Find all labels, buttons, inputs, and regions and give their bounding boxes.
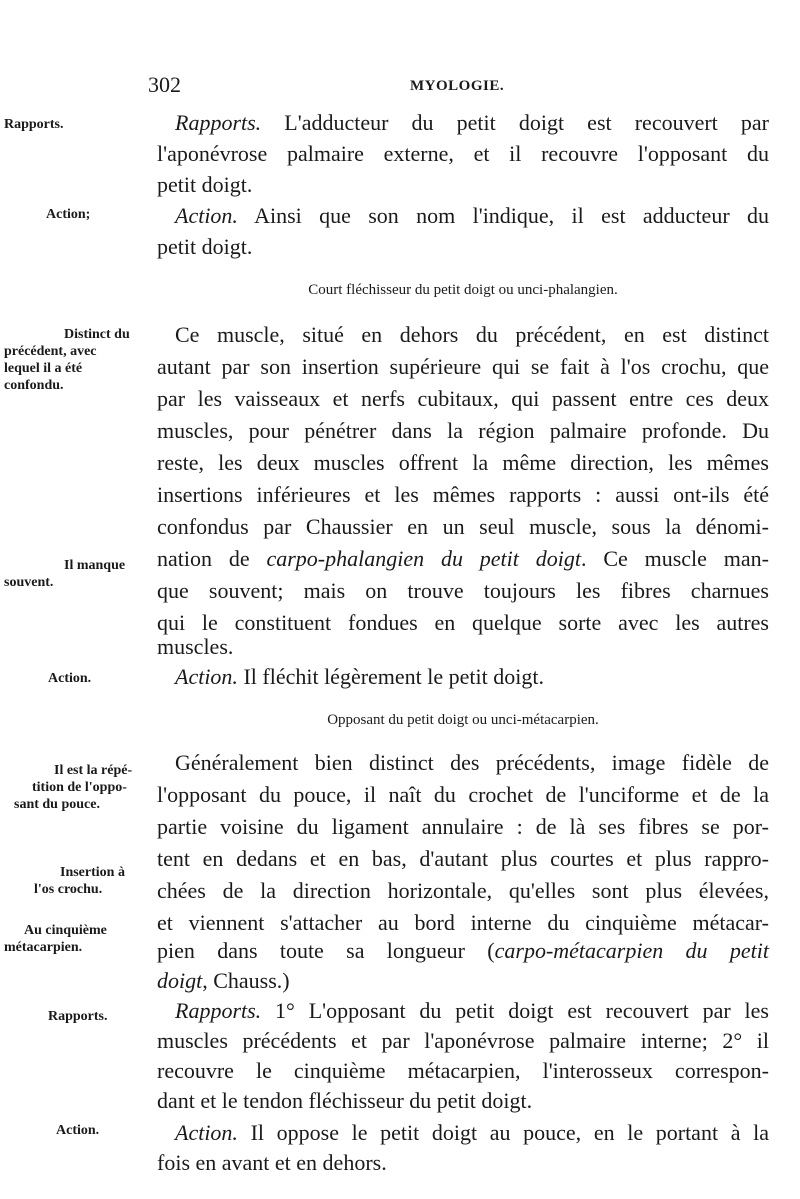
text-span: pien dans toute sa longueur ( [157, 938, 495, 963]
text-line: confondus par Chaussier en un seul muscle, sous la dénomi- [157, 514, 769, 539]
text-line [157, 544, 769, 574]
text-line [157, 108, 769, 138]
margin-note-line: Insertion à [60, 865, 125, 880]
text-span: , Chauss.) [202, 968, 290, 993]
margin-note [4, 922, 154, 956]
text-span: Généralement bien distinct des précédents, image fidèle de [175, 750, 769, 775]
text-line: recouvre le cinquième métacarpien, l'interosseux correspon- [157, 1058, 769, 1083]
text-line [157, 201, 769, 231]
text-line: et viennent s'attacher au bord interne du cinquième métacar- [157, 910, 769, 935]
page-number: 302 [148, 72, 181, 97]
text-span: Il oppose le petit doigt au pouce, en le portant à la [237, 1120, 769, 1145]
text-line: petit doigt. [157, 234, 253, 259]
running-header [0, 72, 800, 102]
running-title: MYOLOGIE. [410, 78, 505, 94]
text-line: dant et le tendon fléchisseur du petit doigt. [157, 1088, 533, 1113]
text-line [157, 662, 769, 692]
margin-note-line: Rapports. [4, 117, 64, 132]
margin-note-line: lequel il a été [4, 361, 83, 376]
text-span: 1° L'opposant du petit doigt est recouvert par les [261, 998, 769, 1023]
text-line [157, 320, 769, 350]
text-span: Ce muscle, situé en dehors du précédent, en est distinct [175, 322, 769, 347]
paragraph-lead: Action. [175, 664, 238, 689]
margin-note-line: Il manque [64, 558, 126, 573]
text-line: petit doigt. [157, 172, 253, 197]
margin-note-line: Distinct du [64, 327, 130, 342]
text-line: autant par son insertion supérieure qui se fait à l'os crochu, que [157, 354, 769, 379]
margin-note-line: confondu. [4, 378, 64, 393]
margin-note [4, 326, 154, 394]
paragraph-lead: Rapports. [175, 110, 262, 135]
margin-note-line: souvent. [4, 575, 54, 590]
text-line: muscles. [157, 634, 234, 659]
margin-note-line: Au cinquième [24, 923, 107, 938]
margin-note [4, 116, 154, 133]
text-line: que souvent; mais on trouve toujours les fibres charnues [157, 578, 769, 603]
margin-note-line: Action; [46, 207, 91, 222]
text-line: tent en dedans et en bas, d'autant plus courtes et plus rappro- [157, 846, 769, 871]
paragraph-lead: Rapports. [175, 998, 262, 1023]
text-line: par les vaisseaux et nerfs cubitaux, qui passent entre ces deux [157, 386, 769, 411]
text-line: muscles précédents et par l'aponévrose palmaire interne; 2° il [157, 1028, 769, 1053]
margin-note [4, 557, 154, 591]
text-line [157, 748, 769, 778]
text-line: l'aponévrose palmaire externe, et il recouvre l'opposant du [157, 141, 769, 166]
text-line: fois en avant et en dehors. [157, 1150, 387, 1175]
paragraph-lead: Action. [175, 1120, 238, 1145]
margin-note-line: Action. [48, 671, 92, 686]
text-span: Ainsi que son nom l'indique, il est adducteur du [237, 203, 769, 228]
text-line: chées de la direction horizontale, qu'elles sont plus élevées, [157, 878, 769, 903]
text-span-italic: carpo-phalangien du petit doigt [266, 546, 581, 571]
text-line [157, 996, 769, 1026]
text-line: reste, les deux muscles offrent la même direction, les mêmes [157, 450, 769, 475]
paragraph-lead: Action. [175, 203, 238, 228]
margin-note [4, 864, 154, 898]
section-heading: Opposant du petit doigt ou unci-métacarpien. [327, 712, 599, 728]
text-line: insertions inférieures et les mêmes rapports : aussi ont-ils été [157, 482, 769, 507]
margin-note-line: métacarpien. [4, 940, 83, 955]
text-span: . Ce muscle man- [580, 546, 769, 571]
margin-note-line: sant du pouce. [14, 797, 100, 812]
text-span-italic: doigt [157, 968, 203, 993]
section-heading: Court fléchisseur du petit doigt ou unci-phalangien. [308, 282, 618, 298]
text-line: partie voisine du ligament annulaire : de là ses fibres se por- [157, 814, 769, 839]
text-line: qui le constituent fondues en quelque sorte avec les autres [157, 610, 769, 635]
text-span: nation de [157, 546, 267, 571]
margin-note-line: l'os crochu. [34, 882, 103, 897]
margin-note-line: précédent, avec [4, 344, 97, 359]
margin-note-line: tition de l'oppo- [32, 780, 127, 795]
margin-note-line: Rapports. [48, 1009, 108, 1024]
text-line [157, 1118, 769, 1148]
text-span: L'adducteur du petit doigt est recouvert par [261, 110, 769, 135]
text-span-italic: carpo-métacarpien du petit [494, 938, 769, 963]
text-span: Il fléchit légèrement le petit doigt. [237, 664, 544, 689]
margin-note-line: Il est la répé- [54, 763, 133, 778]
text-line [157, 966, 769, 996]
margin-note [14, 762, 164, 813]
text-line: l'opposant du pouce, il naît du crochet de l'unciforme et de la [157, 782, 769, 807]
text-line: muscles, pour pénétrer dans la région palmaire profonde. Du [157, 418, 769, 443]
text-line [157, 936, 769, 966]
margin-note-line: Action. [56, 1123, 100, 1138]
